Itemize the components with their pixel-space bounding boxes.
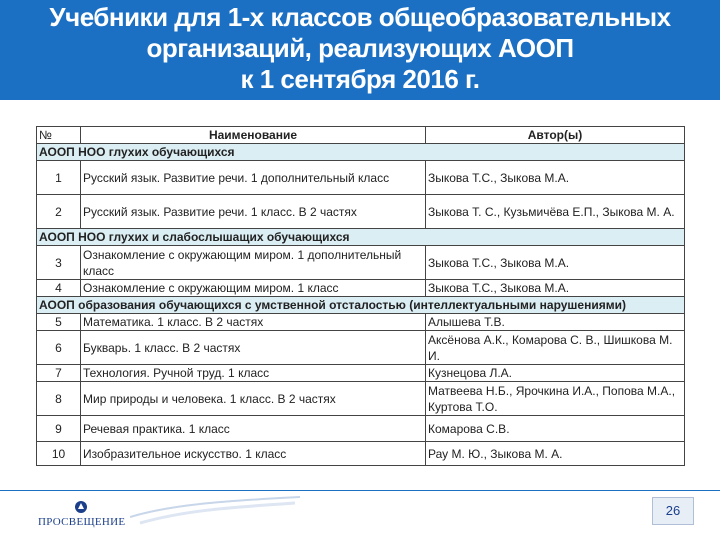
table-row <box>37 246 685 280</box>
row-author: Алышева Т.В. <box>426 314 685 331</box>
row-name: Русский язык. Развитие речи. 1 дополнительный класс <box>81 161 426 195</box>
row-num: 7 <box>37 365 81 382</box>
publisher-logo <box>38 500 128 532</box>
row-name: Ознакомление с окружающим миром. 1 класс <box>81 280 426 297</box>
table-row <box>37 365 685 382</box>
row-author: Матвеева Н.Б., Ярочкина И.А., Попова М.А., Куртова Т.О. <box>426 382 685 416</box>
table-header-row <box>37 127 685 144</box>
header-num: № <box>37 127 81 144</box>
table-row <box>37 382 685 416</box>
row-name: Русский язык. Развитие речи. 1 класс. В 2 частях <box>81 195 426 229</box>
row-name: Мир природы и человека. 1 класс. В 2 частях <box>81 382 426 416</box>
row-author: Зыкова Т.С., Зыкова М.А. <box>426 246 685 280</box>
row-author: Кузнецова Л.А. <box>426 365 685 382</box>
row-author: Зыкова Т. С., Кузьмичёва Е.П., Зыкова М. А. <box>426 195 685 229</box>
row-num: 1 <box>37 161 81 195</box>
row-num: 5 <box>37 314 81 331</box>
row-author: Зыкова Т.С., Зыкова М.А. <box>426 161 685 195</box>
textbook-table <box>36 126 685 466</box>
table-row <box>37 314 685 331</box>
row-name: Математика. 1 класс. В 2 частях <box>81 314 426 331</box>
section-row-1 <box>37 144 685 161</box>
row-num: 8 <box>37 382 81 416</box>
row-author: Рау М. Ю., Зыкова М. А. <box>426 442 685 466</box>
section-title: АООП образования обучающихся с умственной отсталостью (интеллектуальными нарушениями) <box>37 297 685 314</box>
row-author: Аксёнова А.К., Комарова С. В., Шишкова М. И. <box>426 331 685 365</box>
slide-title <box>0 2 720 95</box>
row-name: Букварь. 1 класс. В 2 частях <box>81 331 426 365</box>
header-name: Наименование <box>81 127 426 144</box>
row-name: Ознакомление с окружающим миром. 1 дополнительный класс <box>81 246 426 280</box>
row-author: Комарова С.В. <box>426 416 685 442</box>
row-num: 4 <box>37 280 81 297</box>
row-num: 3 <box>37 246 81 280</box>
table-row <box>37 161 685 195</box>
logo-text: ПРОСВЕЩЕНИЕ <box>38 516 126 528</box>
footer-divider <box>0 490 720 491</box>
row-name: Технология. Ручной труд. 1 класс <box>81 365 426 382</box>
table-row <box>37 442 685 466</box>
table-row <box>37 195 685 229</box>
section-title: АООП НОО глухих обучающихся <box>37 144 685 161</box>
table-row <box>37 280 685 297</box>
table-row <box>37 416 685 442</box>
row-num: 6 <box>37 331 81 365</box>
table-row <box>37 331 685 365</box>
section-row-3 <box>37 297 685 314</box>
title-line-2: организаций, реализующих АООП <box>146 33 574 63</box>
row-num: 9 <box>37 416 81 442</box>
page-number: 26 <box>652 497 694 525</box>
title-line-1: Учебники для 1-х классов общеобразовательных <box>49 2 671 32</box>
section-title: АООП НОО глухих и слабослышащих обучающихся <box>37 229 685 246</box>
header-author: Автор(ы) <box>426 127 685 144</box>
row-num: 2 <box>37 195 81 229</box>
decorative-swoosh <box>130 495 300 525</box>
row-name: Изобразительное искусство. 1 класс <box>81 442 426 466</box>
section-row-2 <box>37 229 685 246</box>
row-num: 10 <box>37 442 81 466</box>
title-line-3: к 1 сентября 2016 г. <box>240 64 480 94</box>
title-banner <box>0 0 720 100</box>
row-name: Речевая практика. 1 класс <box>81 416 426 442</box>
logo-icon <box>74 500 88 514</box>
row-author: Зыкова Т.С., Зыкова М.А. <box>426 280 685 297</box>
